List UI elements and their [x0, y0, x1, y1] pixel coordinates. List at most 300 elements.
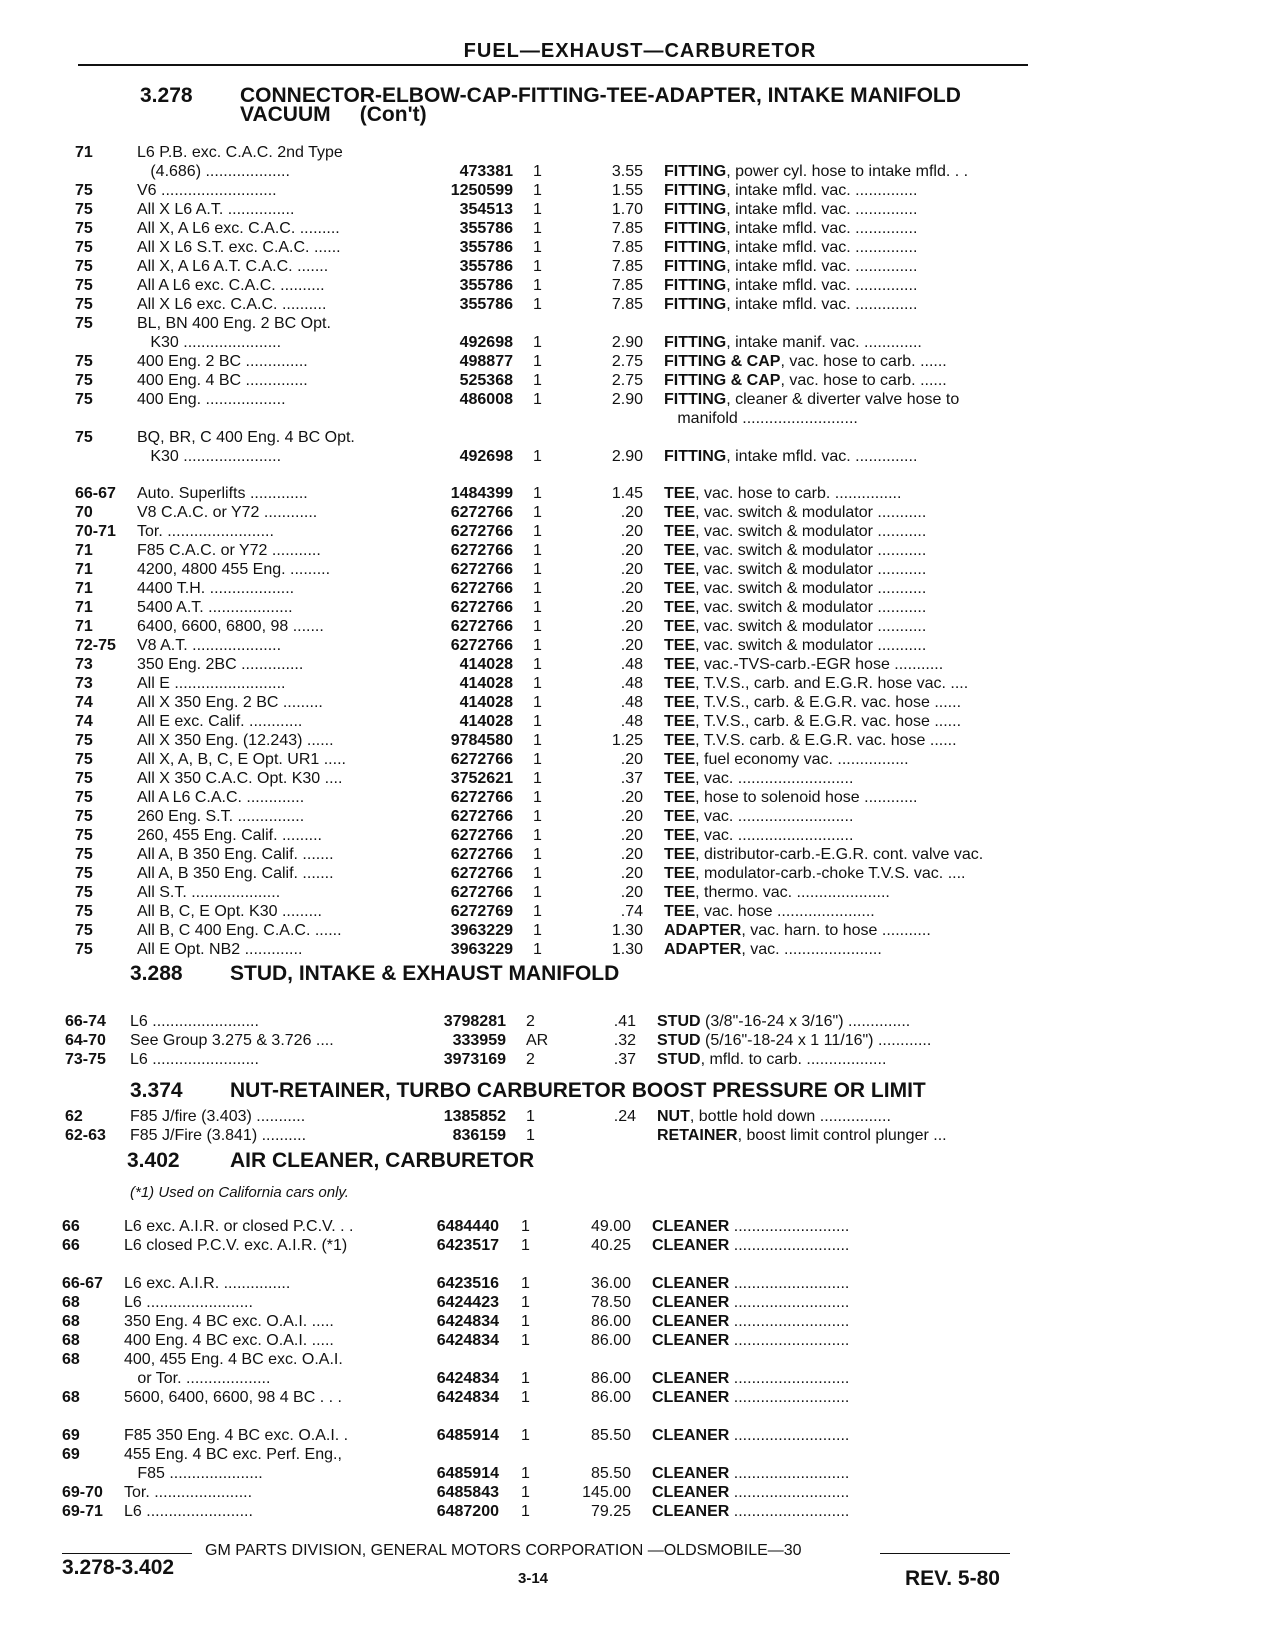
price: 7.85: [611, 277, 643, 294]
table-row: [0, 560, 1280, 579]
part-number: 9784580: [450, 732, 513, 749]
description-keyword: TEE: [664, 732, 696, 749]
application: or Tor. ...................: [124, 1370, 271, 1387]
table-row: [0, 522, 1280, 541]
price: 86.00: [590, 1389, 631, 1406]
description-keyword: RETAINER: [657, 1127, 738, 1144]
description: [664, 333, 1034, 352]
description: [652, 1217, 1032, 1236]
section-number: 3.374: [130, 1079, 183, 1102]
table-row: [0, 162, 1280, 181]
quantity: 2: [526, 1051, 535, 1068]
description: [664, 826, 1034, 845]
description: [664, 295, 1034, 314]
quantity: 1: [533, 618, 542, 635]
application: See Group 3.275 & 3.726 ....: [130, 1032, 334, 1049]
description-keyword: TEE: [664, 580, 696, 597]
model-year: 75: [75, 315, 93, 332]
application: BL, BN 400 Eng. 2 BC Opt.: [137, 315, 331, 332]
price: .20: [620, 846, 643, 863]
description-keyword: CLEANER: [652, 1484, 730, 1501]
description-detail: ..........................: [729, 1370, 850, 1387]
section-title: STUD, INTAKE & EXHAUST MANIFOLD: [230, 962, 620, 985]
description: [664, 162, 1034, 181]
model-year: 69: [62, 1427, 80, 1444]
price: .20: [620, 542, 643, 559]
table-row: [0, 674, 1280, 693]
quantity: 1: [533, 770, 542, 787]
quantity: 1: [533, 448, 542, 465]
model-year: 73: [75, 656, 93, 673]
part-number: 6272766: [450, 884, 513, 901]
model-year: 72-75: [75, 637, 116, 654]
quantity: 1: [533, 865, 542, 882]
quantity: 1: [521, 1389, 530, 1406]
price: .20: [620, 637, 643, 654]
description: [652, 1426, 1032, 1445]
description-keyword: TEE: [664, 599, 696, 616]
application: L6 ........................: [130, 1013, 259, 1030]
section-number: 3.288: [130, 962, 183, 985]
part-number: 1250599: [450, 182, 513, 199]
price: 1.70: [611, 201, 643, 218]
model-year: 62-63: [65, 1127, 106, 1144]
part-number: 6424834: [436, 1332, 499, 1349]
section-title: CONNECTOR-ELBOW-CAP-FITTING-TEE-ADAPTER, INTAKE MANIFOLD: [240, 84, 961, 107]
description-keyword: CLEANER: [652, 1427, 730, 1444]
description-keyword: TEE: [664, 751, 696, 768]
description-detail: , bottle hold down ................: [689, 1108, 891, 1125]
application: 400 Eng. 4 BC exc. O.A.I. .....: [124, 1332, 334, 1349]
application: F85 .....................: [124, 1465, 263, 1482]
description: [664, 655, 1034, 674]
description: [664, 390, 1034, 409]
model-year: 75: [75, 429, 93, 446]
table-row: [0, 428, 1280, 447]
quantity: 1: [533, 296, 542, 313]
description-detail: , vac. switch & modulator ...........: [695, 561, 927, 578]
table-row: [0, 1236, 1280, 1255]
table-row: [0, 617, 1280, 636]
quantity: AR: [526, 1032, 549, 1049]
description: [664, 579, 1034, 598]
application: All X L6 exc. C.A.C. ..........: [137, 296, 327, 313]
model-year: 75: [75, 865, 93, 882]
part-number: 354513: [459, 201, 513, 218]
table-row: [0, 1388, 1280, 1407]
part-number: 6272766: [450, 751, 513, 768]
description-detail: , T.V.S., carb. and E.G.R. hose vac. ....: [695, 675, 969, 692]
model-year: 75: [75, 391, 93, 408]
description-keyword: TEE: [664, 694, 696, 711]
description-detail: manifold ..........................: [664, 410, 858, 427]
table-row: [0, 636, 1280, 655]
table-row: [0, 1483, 1280, 1502]
model-year: 68: [62, 1332, 80, 1349]
application: 260, 455 Eng. Calif. .........: [137, 827, 322, 844]
model-year: 75: [75, 296, 93, 313]
description-detail: , vac. harn. to hose ...........: [741, 922, 931, 939]
table-row: [0, 200, 1280, 219]
price: .20: [620, 808, 643, 825]
description-keyword: STUD: [657, 1032, 701, 1049]
application: 455 Eng. 4 BC exc. Perf. Eng.,: [124, 1446, 342, 1463]
description: [652, 1236, 1032, 1255]
price: 1.30: [611, 922, 643, 939]
part-number: 6272769: [450, 903, 513, 920]
quantity: 1: [533, 637, 542, 654]
description-detail: , T.V.S., carb. & E.G.R. vac. hose ......: [695, 694, 962, 711]
price: 7.85: [611, 258, 643, 275]
part-number: 6424423: [436, 1294, 499, 1311]
quantity: 1: [533, 201, 542, 218]
description: [664, 731, 1034, 750]
price: .37: [613, 1051, 636, 1068]
table-row: [0, 940, 1280, 959]
application: All E Opt. NB2 .............: [137, 941, 303, 958]
application: 400 Eng. 2 BC ..............: [137, 353, 308, 370]
part-number: 6485843: [436, 1484, 499, 1501]
model-year: 75: [75, 182, 93, 199]
application: L6 exc. A.I.R. or closed P.C.V. . .: [124, 1218, 354, 1235]
application: All A L6 exc. C.A.C. ..........: [137, 277, 325, 294]
model-year: 75: [75, 751, 93, 768]
part-number: 6272766: [450, 808, 513, 825]
description: [664, 238, 1034, 257]
application: All X, A L6 A.T. C.A.C. .......: [137, 258, 329, 275]
description-detail: , intake mfld. vac. ..............: [726, 448, 918, 465]
footer-rule-right: [880, 1553, 1010, 1554]
price: 86.00: [590, 1332, 631, 1349]
description-keyword: TEE: [664, 846, 696, 863]
part-number: 836159: [452, 1127, 506, 1144]
application: L6 closed P.C.V. exc. A.I.R. (*1): [124, 1237, 348, 1254]
description-detail: ..........................: [729, 1465, 850, 1482]
description-detail: , vac.-TVS-carb.-EGR hose ...........: [695, 656, 944, 673]
description-detail: , vac. switch & modulator ...........: [695, 637, 927, 654]
table-row: [0, 883, 1280, 902]
quantity: 1: [526, 1108, 535, 1125]
price: .48: [620, 656, 643, 673]
description: [664, 845, 1034, 864]
table-row: [0, 693, 1280, 712]
model-year: 75: [75, 941, 93, 958]
quantity: 1: [533, 599, 542, 616]
table-row: [0, 352, 1280, 371]
description-detail: ..........................: [729, 1332, 850, 1349]
description-detail: , vac. hose to carb. ......: [780, 353, 947, 370]
part-number: 3973169: [443, 1051, 506, 1068]
application: All X 350 Eng. 2 BC .........: [137, 694, 323, 711]
model-year: 75: [75, 732, 93, 749]
model-year: 73: [75, 675, 93, 692]
price: 145.00: [582, 1484, 631, 1501]
quantity: 1: [521, 1332, 530, 1349]
application: All X 350 Eng. (12.243) ......: [137, 732, 334, 749]
description-keyword: CLEANER: [652, 1294, 730, 1311]
model-year: 71: [75, 599, 93, 616]
application: K30 ......................: [137, 334, 282, 351]
description: [664, 750, 1034, 769]
table-row: [0, 181, 1280, 200]
table-row: [0, 1012, 1280, 1031]
page-header-title: FUEL—EXHAUST—CARBURETOR: [463, 40, 817, 62]
application: 260 Eng. S.T. ...............: [137, 808, 305, 825]
description-keyword: CLEANER: [652, 1275, 730, 1292]
price: 36.00: [590, 1275, 631, 1292]
quantity: 1: [521, 1218, 530, 1235]
quantity: 1: [533, 846, 542, 863]
quantity: 1: [533, 808, 542, 825]
part-number: 6424834: [436, 1389, 499, 1406]
table-row: [0, 276, 1280, 295]
quantity: 1: [533, 694, 542, 711]
model-year: 71: [75, 580, 93, 597]
application: L6 exc. A.I.R. ...............: [124, 1275, 291, 1292]
application: All X, A, B, C, E Opt. UR1 .....: [137, 751, 346, 768]
part-number: 6272766: [450, 523, 513, 540]
price: .20: [620, 865, 643, 882]
description-keyword: CLEANER: [652, 1332, 730, 1349]
price: 85.50: [590, 1427, 631, 1444]
application: All X, A L6 exc. C.A.C. .........: [137, 220, 340, 237]
application: Auto. Superlifts .............: [137, 485, 308, 502]
description-detail: ..........................: [729, 1237, 850, 1254]
description: [664, 522, 1034, 541]
price: 2.90: [611, 448, 643, 465]
description-detail: , vac. ..........................: [695, 827, 854, 844]
description-keyword: TEE: [664, 827, 696, 844]
application: 4400 T.H. ...................: [137, 580, 295, 597]
description-detail: ..........................: [729, 1313, 850, 1330]
description: [652, 1483, 1032, 1502]
description-keyword: ADAPTER: [664, 922, 742, 939]
model-year: 68: [62, 1351, 80, 1368]
quantity: 1: [533, 182, 542, 199]
application: F85 J/Fire (3.841) ..........: [130, 1127, 307, 1144]
quantity: 1: [521, 1503, 530, 1520]
part-number: 355786: [459, 239, 513, 256]
section-title-continued: VACUUM (Con't): [240, 103, 427, 126]
quantity: 1: [521, 1237, 530, 1254]
application: 350 Eng. 4 BC exc. O.A.I. .....: [124, 1313, 334, 1330]
quantity: 1: [533, 353, 542, 370]
application: Tor. ........................: [137, 523, 274, 540]
model-year: 75: [75, 903, 93, 920]
table-row: [0, 238, 1280, 257]
description-keyword: FITTING: [664, 220, 727, 237]
quantity: 1: [521, 1275, 530, 1292]
table-row: [0, 788, 1280, 807]
description-keyword: TEE: [664, 504, 696, 521]
description-detail: , fuel economy vac. ................: [695, 751, 909, 768]
model-year: 66-74: [65, 1013, 106, 1030]
description: [664, 940, 1034, 959]
description: [664, 560, 1034, 579]
description-detail: (3/8"-16-24 x 3/16") ..............: [700, 1013, 911, 1030]
application: K30 ......................: [137, 448, 282, 465]
model-year: 74: [75, 694, 93, 711]
description: [664, 807, 1034, 826]
price: .48: [620, 694, 643, 711]
description-keyword: CLEANER: [652, 1370, 730, 1387]
part-number: 355786: [459, 220, 513, 237]
application: All B, C 400 Eng. C.A.C. ......: [137, 922, 342, 939]
part-number: 492698: [459, 448, 513, 465]
description-keyword: FITTING: [664, 391, 727, 408]
description: [664, 864, 1034, 883]
part-number: 355786: [459, 277, 513, 294]
description-keyword: FITTING: [664, 201, 727, 218]
part-number: 6272766: [450, 827, 513, 844]
section-title: AIR CLEANER, CARBURETOR: [230, 1149, 535, 1172]
description: [657, 1012, 1037, 1031]
application: All A, B 350 Eng. Calif. .......: [137, 846, 334, 863]
application: All E exc. Calif. ............: [137, 713, 303, 730]
section-title: NUT-RETAINER, TURBO CARBURETOR BOOST PRESSURE OR LIMIT: [230, 1079, 926, 1102]
description-detail: , mfld. to carb. ..................: [700, 1051, 887, 1068]
application: L6 ........................: [124, 1294, 253, 1311]
quantity: 1: [521, 1370, 530, 1387]
table-row: [0, 1331, 1280, 1350]
description: [664, 257, 1034, 276]
table-row: [0, 447, 1280, 466]
model-year: 75: [75, 922, 93, 939]
header-rule: [78, 64, 1028, 66]
application: All A L6 C.A.C. .............: [137, 789, 305, 806]
quantity: 1: [526, 1127, 535, 1144]
price: .20: [620, 751, 643, 768]
description-detail: , vac. ..........................: [695, 770, 854, 787]
table-row: [0, 712, 1280, 731]
quantity: 1: [533, 239, 542, 256]
quantity: 1: [533, 903, 542, 920]
description-detail: , intake mfld. vac. ..............: [726, 201, 918, 218]
model-year: 75: [75, 827, 93, 844]
table-row: [0, 295, 1280, 314]
model-year: 69-71: [62, 1503, 103, 1520]
price: 1.55: [611, 182, 643, 199]
application: V8 C.A.C. or Y72 ............: [137, 504, 318, 521]
description-keyword: NUT: [657, 1108, 690, 1125]
price: .74: [620, 903, 643, 920]
description: [664, 352, 1034, 371]
part-number: 6272766: [450, 504, 513, 521]
table-row: [0, 1426, 1280, 1445]
model-year: 75: [75, 884, 93, 901]
description: [652, 1388, 1032, 1407]
description: [657, 1107, 1037, 1126]
model-year: 75: [75, 808, 93, 825]
table-row: [0, 1350, 1280, 1369]
part-number: 486008: [459, 391, 513, 408]
table-row: [0, 1464, 1280, 1483]
description-detail: ..........................: [729, 1389, 850, 1406]
model-year: 64-70: [65, 1032, 106, 1049]
description-keyword: TEE: [664, 865, 696, 882]
description-keyword: TEE: [664, 656, 696, 673]
application: F85 J/fire (3.403) ...........: [130, 1108, 306, 1125]
part-number: 6423517: [436, 1237, 499, 1254]
part-number: 414028: [459, 694, 513, 711]
description: [664, 769, 1034, 788]
description-keyword: TEE: [664, 618, 696, 635]
description: [657, 1126, 1037, 1145]
part-number: 6272766: [450, 599, 513, 616]
description-keyword: FITTING: [664, 163, 727, 180]
description-detail: , vac. switch & modulator ...........: [695, 523, 927, 540]
price: 2.90: [611, 334, 643, 351]
section-number: 3.278: [140, 84, 193, 107]
part-number: 6485914: [436, 1427, 499, 1444]
table-row: [0, 902, 1280, 921]
model-year: 75: [75, 846, 93, 863]
price: .24: [613, 1108, 636, 1125]
quantity: 1: [533, 523, 542, 540]
description-detail: , distributor-carb.-E.G.R. cont. valve vac.: [695, 846, 984, 863]
model-year: 71: [75, 561, 93, 578]
description-detail: , intake mfld. vac. ..............: [726, 296, 918, 313]
application: 5400 A.T. ...................: [137, 599, 293, 616]
price: .20: [620, 789, 643, 806]
description-detail: , T.V.S., carb. & E.G.R. vac. hose ......: [695, 713, 962, 730]
part-number: 6272766: [450, 618, 513, 635]
price: 1.45: [611, 485, 643, 502]
description: [657, 1031, 1037, 1050]
model-year: 68: [62, 1294, 80, 1311]
footer-revision: REV. 5-80: [905, 1567, 1000, 1590]
part-number: 3752621: [450, 770, 513, 787]
part-number: 6424834: [436, 1370, 499, 1387]
description-keyword: TEE: [664, 770, 696, 787]
model-year: 75: [75, 201, 93, 218]
price: .48: [620, 675, 643, 692]
model-year: 75: [75, 277, 93, 294]
description-detail: , vac. hose ......................: [695, 903, 875, 920]
model-year: 75: [75, 372, 93, 389]
application: All E .........................: [137, 675, 286, 692]
part-number: 6423516: [436, 1275, 499, 1292]
description-detail: , vac. switch & modulator ...........: [695, 618, 927, 635]
quantity: 1: [521, 1427, 530, 1444]
description: [664, 371, 1034, 390]
description-detail: , cleaner & diverter valve hose to: [726, 391, 960, 408]
table-row: [0, 731, 1280, 750]
table-row: [0, 1126, 1280, 1145]
quantity: 1: [533, 277, 542, 294]
model-year: 75: [75, 220, 93, 237]
price: 86.00: [590, 1370, 631, 1387]
table-row: [0, 769, 1280, 788]
description-keyword: FITTING: [664, 296, 727, 313]
price: .41: [613, 1013, 636, 1030]
description-keyword: TEE: [664, 713, 696, 730]
description-keyword: TEE: [664, 789, 696, 806]
table-row: [0, 409, 1280, 428]
quantity: 1: [533, 751, 542, 768]
description: [664, 693, 1034, 712]
price: .20: [620, 884, 643, 901]
table-row: [0, 1050, 1280, 1069]
section-footnote: (*1) Used on California cars only.: [130, 1184, 349, 1201]
quantity: 1: [533, 713, 542, 730]
description: [664, 788, 1034, 807]
description-detail: ..........................: [729, 1218, 850, 1235]
table-row: [0, 655, 1280, 674]
description-detail: , vac. ......................: [741, 941, 882, 958]
description-keyword: TEE: [664, 903, 696, 920]
quantity: 1: [533, 941, 542, 958]
